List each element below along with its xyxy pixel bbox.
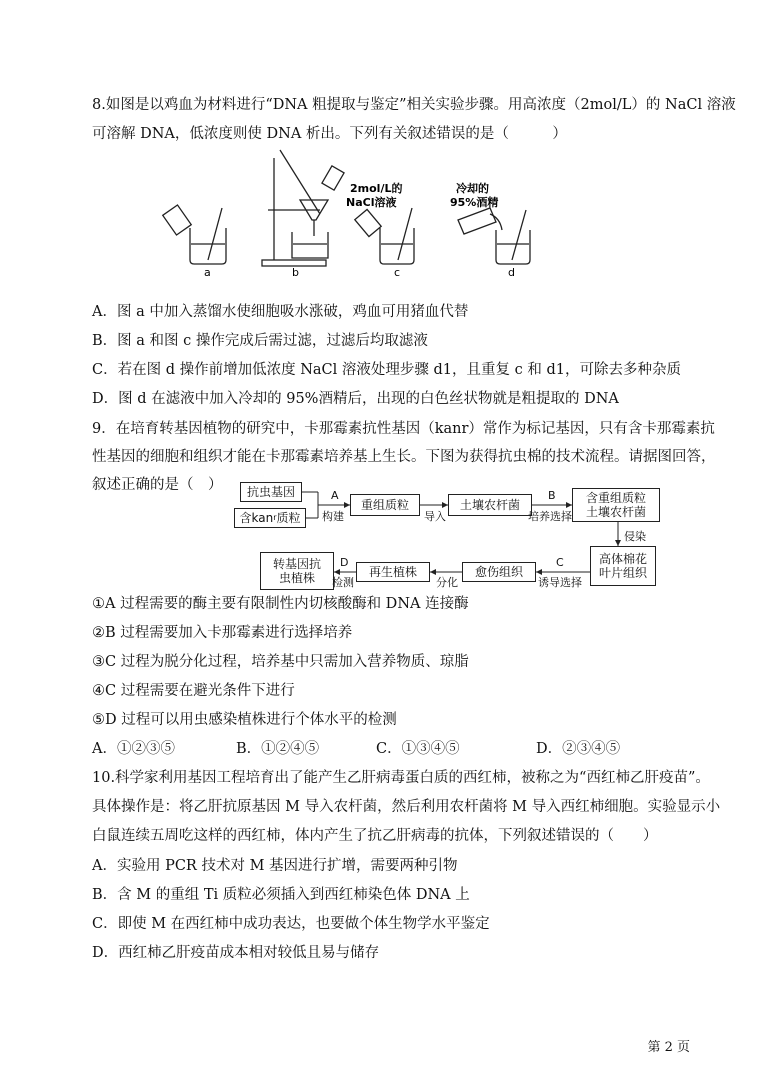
q9-statement-3: ③C 过程为脱分化过程，培养基中只需加入营养物质、琼脂: [92, 654, 469, 670]
flow-label-detect: 检测: [332, 576, 354, 589]
flow-label-differ: 分化: [436, 576, 458, 589]
flow-box-plasmid-sup: r: [273, 513, 277, 522]
q10-option-b[interactable]: B．含 M 的重组 Ti 质粒必须插入到西红柿染色体 DNA 上: [92, 887, 470, 903]
flow-label-build: 构建: [322, 510, 344, 523]
q10-option-a[interactable]: A．实验用 PCR 技术对 M 基因进行扩增，需要两种引物: [92, 858, 458, 874]
flow-box-recombinant-plasmid: 重组质粒: [350, 494, 420, 516]
fig-label-b: b: [292, 266, 299, 278]
q8-stem-line1: 8.如图是以鸡血为材料进行“DNA 粗提取与鉴定”相关实验步骤。用高浓度（2mol/L）的 NaCl 溶液: [92, 97, 736, 113]
flow-box-transgenic-plant: [260, 552, 334, 590]
flow-box-plasmid: [234, 508, 306, 528]
flow-box-leaf-tissue-l2: 叶片组织: [598, 566, 647, 580]
q10-stem-line2: 具体操作是：将乙肝抗原基因 M 导入农杆菌，然后利用农杆菌将 M 导入西红柿细胞。实验显示小: [92, 799, 721, 815]
q8-figure: [160, 148, 550, 278]
fig-label-a: a: [204, 266, 211, 278]
flow-box-plasmid-tail: 质粒: [276, 511, 301, 525]
q10-stem-line3: 白鼠连续五周吃这样的西红柿，体内产生了抗乙肝病毒的抗体，下列叙述错误的（ ）: [92, 828, 658, 844]
flow-box-transgenic-plant-l2: 虫植株: [278, 571, 315, 585]
fig-nacl-line2: NaCl溶液: [346, 196, 397, 209]
q9-statement-5: ⑤D 过程可以用虫感染植株进行个体水平的检测: [92, 712, 397, 728]
q9-statement-1: ①A 过程需要的酶主要有限制性内切核酸酶和 DNA 连接酶: [92, 596, 469, 612]
q8-option-b[interactable]: B．图 a 和图 c 操作完成后需过滤，过滤后均取滤液: [92, 333, 428, 349]
q8-stem-line2: 可溶解 DNA，低浓度则使 DNA 析出。下列有关叙述错误的是（ ）: [92, 126, 567, 142]
flow-label-B: B: [548, 489, 556, 502]
page-number: 第 2 页: [647, 1040, 690, 1055]
fig-ethanol-line1: 冷却的: [456, 182, 489, 195]
flow-box-leaf-tissue-l1: 高体棉花: [598, 552, 647, 566]
flow-box-plasmid-text: 含kan: [239, 511, 274, 525]
q10-option-c[interactable]: C．即使 M 在西红柿中成功表达，也要做个体生物学水平鉴定: [92, 916, 490, 932]
flow-label-cultsel: 培养选择: [528, 510, 572, 523]
flow-label-import: 导入: [424, 510, 446, 523]
fig-ethanol-line2: 95%酒精: [450, 196, 499, 209]
flow-label-A: A: [331, 489, 339, 502]
q8-option-a[interactable]: A．图 a 中加入蒸馏水使细胞吸水涨破，鸡血可用猪血代替: [92, 304, 469, 320]
flow-box-callus: 愈伤组织: [462, 562, 536, 582]
q9-option-a[interactable]: A．①②③⑤: [92, 741, 175, 757]
flow-box-regenerated-plant: 再生植株: [356, 562, 430, 582]
q10-stem-line1: 10.科学家利用基因工程培育出了能产生乙肝病毒蛋白质的西红柿，被称之为“西红柿乙肝疫苗”。: [92, 770, 710, 786]
q9-stem-line3: 叙述正确的是（ ）: [92, 477, 223, 493]
q8-option-c[interactable]: C．若在图 d 操作前增加低浓度 NaCl 溶液处理步骤 d1，且重复 c 和 d1，可除去多种杂质: [92, 362, 681, 378]
q9-stem-line1: 9．在培育转基因植物的研究中，卡那霉素抗性基因（kanr）常作为标记基因，只有含卡那霉素抗: [92, 421, 715, 437]
q9-statement-4: ④C 过程需要在避光条件下进行: [92, 683, 295, 699]
flow-box-agro-with-plasmid-l1: 含重组质粒: [585, 491, 646, 505]
fig-nacl-line1: 2mol/L的: [350, 182, 403, 195]
q9-option-d[interactable]: D．②③④⑤: [536, 741, 621, 757]
q9-option-b[interactable]: B．①②④⑤: [236, 741, 320, 757]
q9-option-c[interactable]: C．①③④⑤: [376, 741, 460, 757]
q9-stem-line2: 性基因的细胞和组织才能在卡那霉素培养基上生长。下图为获得抗虫棉的技术流程。请据图回答，: [92, 449, 716, 465]
flow-label-C: C: [556, 556, 564, 569]
flow-label-induce: 诱导选择: [538, 576, 582, 589]
q10-option-d[interactable]: D．西红柿乙肝疫苗成本相对较低且易与储存: [92, 945, 380, 961]
q9-statement-2: ②B 过程需要加入卡那霉素进行选择培养: [92, 625, 353, 641]
fig-label-c: c: [394, 266, 401, 278]
q9-flowchart: [230, 478, 670, 596]
flow-box-leaf-tissue: [590, 546, 656, 586]
flow-box-transgenic-plant-l1: 转基因抗: [272, 557, 321, 571]
flow-box-agrobacterium: 土壤农杆菌: [448, 494, 532, 516]
fig-label-d: d: [508, 266, 515, 278]
flow-box-insect-gene: 抗虫基因: [240, 482, 302, 502]
flow-box-agro-with-plasmid-l2: 土壤农杆菌: [585, 505, 646, 519]
flow-box-agro-with-plasmid: [572, 488, 660, 522]
q8-option-d[interactable]: D．图 d 在滤液中加入冷却的 95%酒精后，出现的白色丝状物就是粗提取的 DNA: [92, 391, 619, 407]
flow-label-D: D: [340, 556, 349, 569]
flow-label-infect: 侵染: [624, 530, 646, 543]
